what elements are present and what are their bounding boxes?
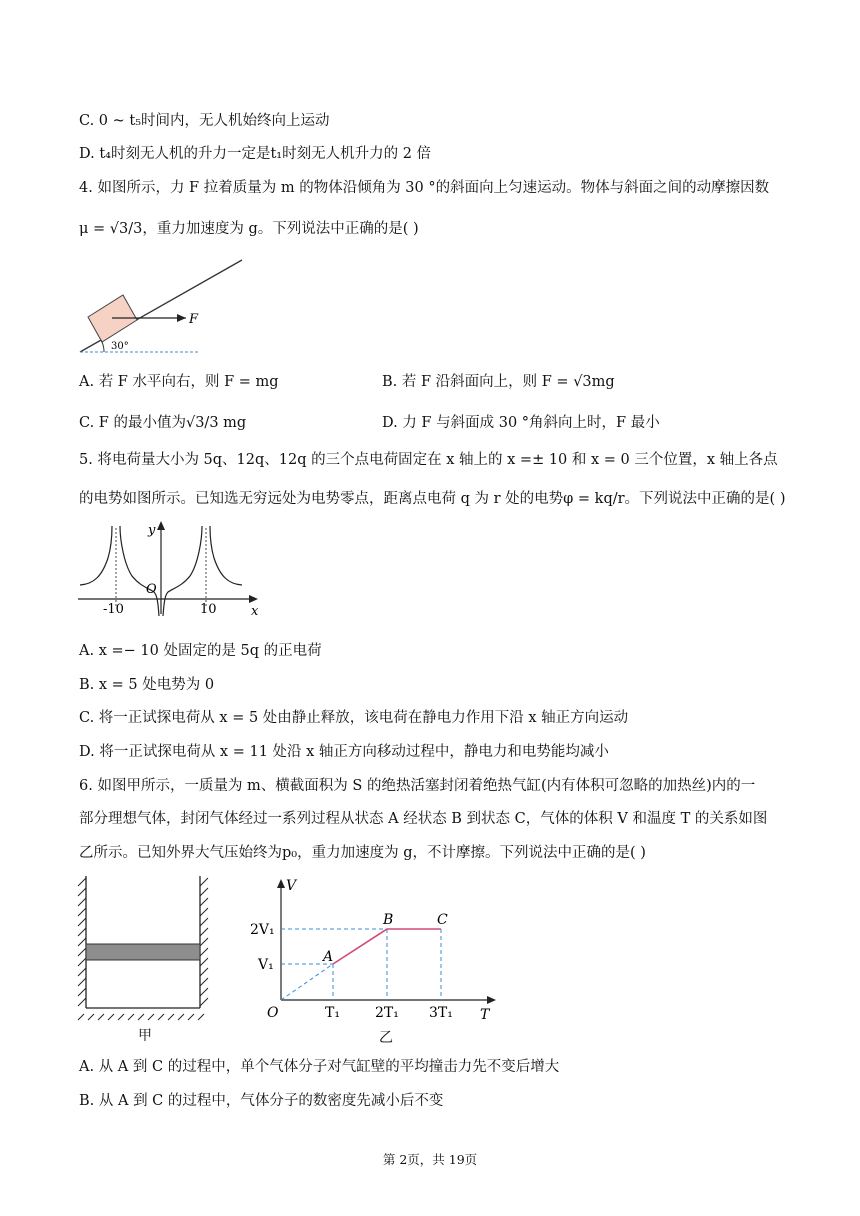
angle-label: 30° (111, 341, 129, 352)
q3-option-d: D. t₄时刻无人机的升力一定是t₁时刻无人机升力的 2 倍 (79, 146, 432, 162)
q6-stem-line3: 乙所示。已知外界大气压始终为p₀，重力加速度为 g，不计摩擦。下列说法中正确的是( ) (79, 845, 646, 861)
q4-option-c: C. F 的最小值为√3/3 mg (79, 415, 247, 431)
y-tick-2v1: 2V₁ (250, 922, 275, 938)
q6-option-a: A. 从 A 到 C 的过程中，单个气体分子对气缸壁的平均撞击力先不变后增大 (79, 1059, 560, 1075)
origin-label: O (146, 582, 157, 597)
q4-option-b: B. 若 F 沿斜面向上，则 F = √3mg (382, 374, 615, 390)
q4-stem-line2: μ = √3/3，重力加速度为 g。下列说法中正确的是( ) (79, 221, 419, 237)
x-tick-t1: T₁ (325, 1005, 340, 1021)
point-c-label: C (437, 912, 448, 928)
x-tick-2t1: 2T₁ (375, 1005, 399, 1021)
y-axis-label: y (148, 523, 156, 538)
y-tick-v1: V₁ (258, 957, 274, 973)
q5-option-c: C. 将一正试探电荷从 x = 5 处由静止释放，该电荷在静电力作用下沿 x 轴正方向运动 (79, 710, 629, 726)
tick-neg-10: -10 (103, 602, 124, 617)
point-b-label: B (383, 912, 394, 928)
piston (86, 944, 200, 960)
q4-option-d: D. 力 F 与斜面成 30 °角斜向上时，F 最小 (382, 415, 660, 431)
q4-incline-figure (76, 254, 256, 359)
q5-option-d: D. 将一正试探电荷从 x = 11 处沿 x 轴正方向移动过程中，静电力和电势能均减小 (79, 744, 609, 760)
q5-option-a: A. x =− 10 处固定的是 5q 的正电荷 (79, 643, 322, 659)
q6-stem-line1: 6. 如图甲所示，一质量为 m、横截面积为 S 的绝热活塞封闭着绝热气缸(内有体积可忽略的加热丝)内的一 (79, 778, 756, 794)
caption-yi: 乙 (379, 1030, 393, 1046)
point-a-label: A (323, 949, 334, 965)
q6-vt-graph (244, 874, 504, 1029)
t-axis-label: T (480, 1007, 490, 1023)
force-label: F (189, 312, 199, 327)
q6-stem-line2: 部分理想气体，封闭气体经过一系列过程从状态 A 经状态 B 到状态 C，气体的体积 V 和温度 T 的关系如图 (79, 811, 768, 827)
x-axis-label: x (251, 604, 259, 618)
caption-jia: 甲 (138, 1028, 152, 1044)
q5-stem-line1: 5. 将电荷量大小为 5q、12q、12q 的三个点电荷固定在 x 轴上的 x =± 10 和 x = 0 三个位置，x 轴上各点 (79, 452, 778, 468)
q6-option-b: B. 从 A 到 C 的过程中，气体分子的数密度先减小后不变 (79, 1093, 444, 1109)
q5-potential-graph (76, 518, 266, 618)
q5-option-b: B. x = 5 处电势为 0 (79, 677, 215, 693)
q6-cylinder-figure (74, 876, 220, 1036)
tick-pos-10: 10 (200, 602, 217, 617)
page-footer: 第 2页，共 19页 (382, 1152, 478, 1167)
x-tick-3t1: 3T₁ (429, 1005, 453, 1021)
q5-stem-line2: 的电势如图所示。已知选无穷远处为电势零点，距离点电荷 q 为 r 处的电势φ = kq/r。下列说法中正确的是( ) (79, 491, 786, 507)
q4-stem-line1: 4. 如图所示，力 F 拉着质量为 m 的物体沿倾角为 30 °的斜面向上匀速运动。物体与斜面之间的动摩擦因数 (79, 180, 770, 196)
v-axis-label: V (286, 878, 297, 894)
q4-option-a: A. 若 F 水平向右，则 F = mg (79, 374, 279, 390)
q3-option-c: C. 0 ~ t₅时间内，无人机始终向上运动 (79, 113, 330, 129)
origin-label: O (267, 1005, 279, 1021)
